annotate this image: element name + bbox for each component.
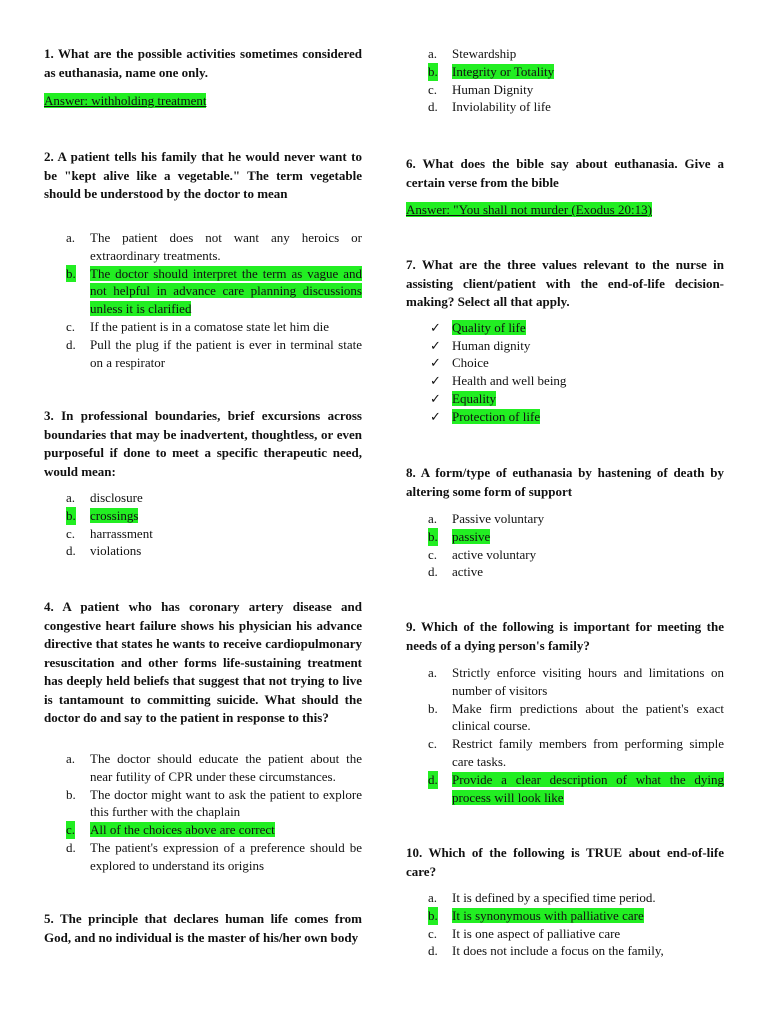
option-a (44, 229, 362, 265)
check-mark-icon: ✓ (430, 390, 441, 406)
option-marker: d. (428, 943, 438, 959)
option-text: Inviolability of life (452, 99, 551, 115)
option-marker: d. (66, 543, 76, 559)
option-text: It is synonymous with palliative care (452, 907, 644, 923)
question-9: 9. Which of the following is important for meeting the needs of a dying person's family? (406, 619, 724, 653)
option-d (406, 942, 724, 960)
check-mark-icon: ✓ (430, 337, 441, 353)
option-b (406, 700, 724, 736)
option-marker: a. (428, 665, 438, 680)
answer-6-text: Answer: "You shall not murder (Exodus 20:13) (406, 202, 652, 217)
option-text: Provide a clear description of what the dying process will look like (452, 771, 724, 805)
option-d (406, 771, 724, 807)
option-marker: a. (428, 890, 438, 905)
question-5-options (406, 45, 724, 116)
option-b (44, 507, 362, 525)
option-d (44, 839, 362, 875)
option-text: The doctor should educate the patient about the near futility of CPR under these circumstances. (90, 751, 362, 784)
option-b (406, 528, 724, 546)
option-c (44, 525, 362, 543)
option-c (406, 735, 724, 771)
check-mark-icon: ✓ (430, 408, 441, 424)
option-text: It does not include a focus on the family, (452, 943, 664, 959)
option-marker: c. (428, 81, 438, 97)
answer-1 (44, 92, 206, 110)
option-text: The patient's expression of a preference should be explored to understand its origins (90, 839, 362, 873)
option-text: It is defined by a specified time period. (452, 890, 656, 905)
option-a (406, 664, 724, 700)
option-marker: c. (66, 822, 76, 838)
option-text: harrassment (90, 525, 153, 541)
checklist-item (406, 372, 724, 390)
option-text: crossings (90, 507, 139, 523)
option-c (406, 81, 724, 99)
question-3-options (44, 489, 362, 560)
answer-6 (406, 201, 652, 219)
checklist-item (406, 390, 724, 408)
option-text: Pull the plug if the patient is ever in terminal state on a respirator (90, 336, 362, 370)
option-text: Human Dignity (452, 81, 534, 97)
option-d (44, 336, 362, 372)
checklist-item-text: Choice (452, 355, 489, 371)
question-10-options (406, 889, 724, 960)
option-b (406, 63, 724, 81)
option-marker: c. (66, 318, 76, 334)
question-9-options (406, 664, 724, 806)
checklist-item (406, 337, 724, 355)
option-text: active voluntary (452, 546, 537, 562)
checklist-item (406, 354, 724, 372)
option-marker: c. (428, 546, 438, 562)
option-marker: b. (428, 63, 438, 79)
option-marker: b. (66, 265, 76, 281)
option-d (406, 98, 724, 116)
option-marker: a. (428, 511, 438, 526)
option-marker: a. (66, 490, 76, 505)
option-text: All of the choices above are correct (90, 822, 275, 838)
option-marker: c. (428, 736, 438, 752)
checklist-item-text: Protection of life (452, 408, 541, 424)
checklist-item (406, 319, 724, 337)
check-mark-icon: ✓ (430, 320, 441, 335)
option-text: It is one aspect of palliative care (452, 925, 621, 941)
option-d (44, 542, 362, 560)
option-text: Restrict family members from performing simple care tasks. (452, 736, 724, 769)
option-marker: a. (66, 230, 76, 245)
question-8: 8. A form/type of euthanasia by hastening of death by altering some form of support (406, 465, 724, 499)
option-b (406, 907, 724, 925)
question-3: 3. In professional boundaries, brief excursions across boundaries that may be inadvertent, thoughtless, or even purposeful if done to meet a specific therapeutic need, would mean: (44, 408, 362, 479)
option-a (44, 489, 362, 507)
checklist-item-text: Human dignity (452, 337, 531, 353)
option-text: The patient does not want any heroics or extraordinary treatments. (90, 230, 362, 263)
option-marker: a. (66, 751, 76, 766)
question-4-options (44, 750, 362, 875)
option-marker: b. (428, 700, 438, 716)
option-marker: c. (66, 525, 76, 541)
option-marker: c. (428, 925, 438, 941)
question-7: 7. What are the three values relevant to the nurse in assisting client/patient with the end-of-life decision-making? Select all that apply. (406, 257, 724, 309)
checklist-item-text: Health and well being (452, 373, 567, 389)
checklist-item (406, 408, 724, 426)
option-marker: b. (428, 907, 438, 923)
checklist-item-text: Quality of life (452, 320, 526, 335)
check-mark-icon: ✓ (430, 355, 441, 371)
option-text: Stewardship (452, 46, 517, 61)
question-4: 4. A patient who has coronary artery disease and congestive heart failure shows his physician his advance directive that states he wants to receive cardiopulmonary resuscitation and other forms life-sustaining treatment has deeply held beliefs that suggest that not trying to live is tantamount to committing suicide. What should the doctor do and say to the patient in response to this? (44, 599, 362, 725)
option-text: violations (90, 543, 142, 559)
checklist-item-text: Equality (452, 390, 497, 406)
option-marker: d. (66, 336, 76, 352)
option-a (406, 510, 724, 528)
option-marker: b. (66, 786, 76, 802)
option-text: active (452, 564, 484, 580)
option-a (44, 750, 362, 786)
option-b (44, 265, 362, 318)
option-marker: b. (66, 507, 76, 523)
option-c (44, 821, 362, 839)
option-text: Strictly enforce visiting hours and limitations on number of visitors (452, 665, 724, 698)
option-text: passive (452, 528, 491, 544)
option-b (44, 786, 362, 822)
option-marker: d. (428, 99, 438, 115)
question-6: 6. What does the bible say about euthanasia. Give a certain verse from the bible (406, 156, 724, 190)
option-marker: b. (428, 528, 438, 544)
question-7-options (406, 319, 724, 425)
option-text: disclosure (90, 490, 143, 505)
option-marker: a. (428, 46, 438, 61)
option-text: Passive voluntary (452, 511, 545, 526)
option-text: Integrity or Totality (452, 63, 555, 79)
question-5: 5. The principle that declares human life comes from God, and no individual is the master of his/her own body (44, 911, 362, 945)
option-marker: d. (428, 771, 438, 787)
option-text: If the patient is in a comatose state let him die (90, 318, 329, 334)
question-1: 1. What are the possible activities sometimes considered as euthanasia, name one only. (44, 46, 362, 80)
option-text: Make firm predictions about the patient's exact clinical course. (452, 700, 724, 734)
question-2: 2. A patient tells his family that he would never want to be "kept alive like a vegetable." The term vegetable should be understood by the doctor to mean (44, 149, 362, 201)
option-marker: d. (66, 839, 76, 855)
answer-1-text: Answer: withholding treatment (44, 93, 207, 108)
option-c (406, 925, 724, 943)
check-mark-icon: ✓ (430, 373, 441, 389)
option-marker: d. (428, 564, 438, 580)
question-2-options (44, 229, 362, 371)
option-d (406, 563, 724, 581)
option-a (406, 45, 724, 63)
option-text: The doctor should interpret the term as vague and not helpful in advance care planning discussions unless it is clarified (90, 265, 362, 317)
option-c (406, 546, 724, 564)
option-c (44, 318, 362, 336)
option-a (406, 889, 724, 907)
question-8-options (406, 510, 724, 581)
question-10: 10. Which of the following is TRUE about end-of-life care? (406, 845, 724, 879)
option-text: The doctor might want to ask the patient to explore this further with the chaplain (90, 786, 362, 820)
